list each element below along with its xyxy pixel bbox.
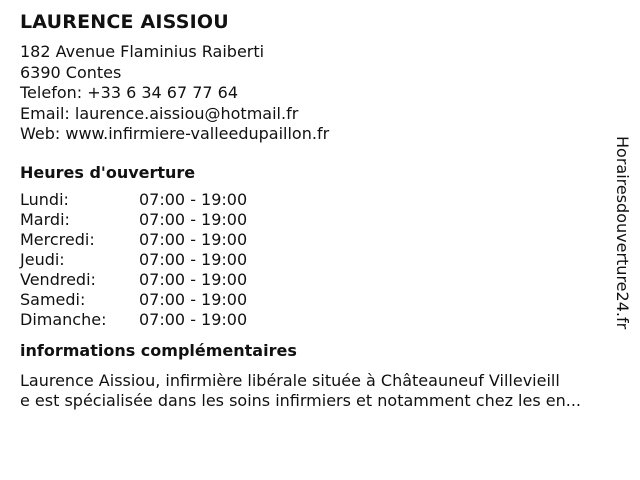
hours-heading: Heures d'ouverture: [20, 162, 196, 182]
contact-block: [20, 42, 615, 145]
hours-time: 07:00 - 19:00: [139, 249, 248, 269]
hours-row-lundi: [20, 190, 615, 210]
phone-line: Telefon: +33 6 34 67 77 64: [20, 83, 239, 102]
hours-day: Samedi:: [20, 289, 86, 309]
hours-day: Lundi:: [20, 189, 69, 209]
hours-row-vendredi: [20, 270, 615, 290]
hours-day: Vendredi:: [20, 269, 96, 289]
info-line: e est spécialisée dans les soins infirmiers et notamment chez les en...: [20, 390, 581, 410]
hours-row-jeudi: [20, 250, 615, 270]
website-line: Web: www.infirmiere-valleedupaillon.fr: [20, 124, 330, 143]
hours-day: Jeudi:: [20, 249, 65, 269]
business-card: [20, 9, 615, 411]
hours-row-mercredi: [20, 230, 615, 250]
info-line: Laurence Aissiou, infirmière libérale située à Châteauneuf Villevieill: [20, 370, 560, 390]
address-street: 182 Avenue Flaminius Raiberti: [20, 42, 265, 61]
hours-row-mardi: [20, 210, 615, 230]
info-description: [20, 371, 630, 411]
site-watermark: Horairesdouverture24.fr: [613, 136, 632, 330]
address-city: 6390 Contes: [20, 62, 122, 82]
hours-time: 07:00 - 19:00: [139, 209, 248, 229]
email-line: Email: laurence.aissiou@hotmail.fr: [20, 103, 299, 123]
business-name: LAURENCE AISSIOU: [20, 11, 229, 33]
hours-day: Dimanche:: [20, 309, 107, 329]
hours-time: 07:00 - 19:00: [139, 269, 248, 289]
hours-time: 07:00 - 19:00: [139, 229, 248, 249]
hours-time: 07:00 - 19:00: [139, 289, 248, 309]
hours-time: 07:00 - 19:00: [139, 309, 248, 329]
hours-day: Mardi:: [20, 209, 70, 229]
info-heading: informations complémentaires: [20, 340, 297, 360]
hours-row-samedi: [20, 290, 615, 310]
hours-day: Mercredi:: [20, 229, 95, 249]
hours-table: [20, 190, 615, 330]
hours-time: 07:00 - 19:00: [139, 189, 248, 209]
hours-row-dimanche: [20, 310, 615, 330]
